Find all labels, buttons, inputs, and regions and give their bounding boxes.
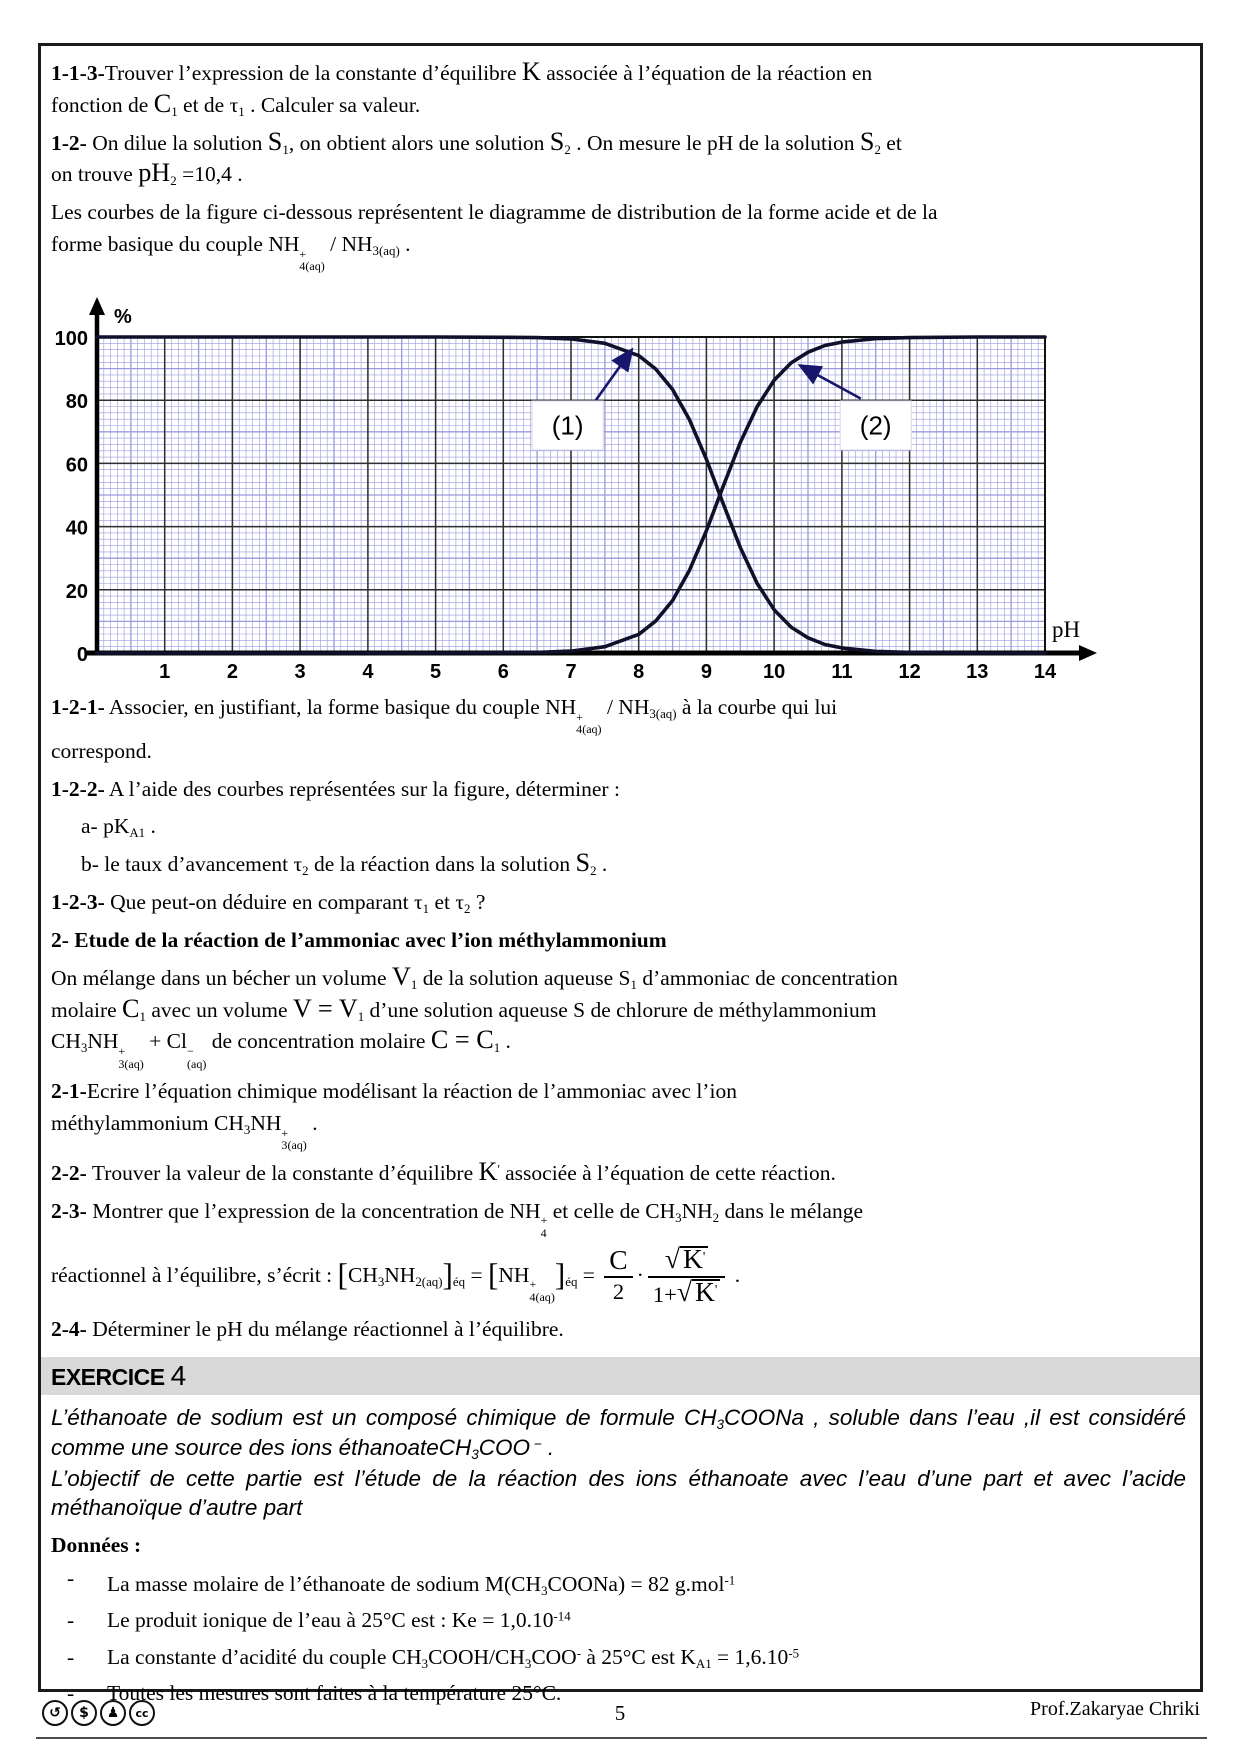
distribution-chart-figure (51, 279, 1186, 686)
dash-marker: - (67, 1644, 75, 1669)
footer-rule (36, 1737, 1207, 1739)
donnee-text: La constante d’acidité du couple $CH_3COOH/CH_3COO^-$ à 25°C est $K_{A1} = 1,6.10^{-5}$ (107, 1644, 800, 1671)
annotation-label-2: (2) (859, 410, 892, 441)
paragraph-melange: On mélange dans un bécher un volume $V_1$ de la solution aqueuse $S_1$ d’ammoniac de concentration molaire $C_1$ avec un volume $V = V_1$ d’une solution aqueuse S de chlorure de méthylammonium $CH_3NH$ + 3(aq) + Cl − (aq) de concentration molaire $C = C_1$ . (51, 961, 898, 1071)
dash-marker: - (67, 1680, 75, 1705)
question-2-4: 2-4- Déterminer le pH du mélange réactionnel à l’équilibre. (51, 1316, 564, 1341)
donnee-text: Le produit ionique de l’eau à 25°C est : $Ke = 1,0.10^{-14}$ (107, 1608, 571, 1633)
dash-marker: - (67, 1566, 75, 1591)
y-tick-label: 20 (65, 580, 88, 603)
x-tick-label: 12 (898, 660, 921, 683)
exercice-number: 4 (170, 1360, 187, 1392)
x-tick-label: 2 (226, 660, 238, 683)
y-tick-label: 40 (65, 517, 88, 540)
x-axis-label: pH (1052, 616, 1081, 642)
x-tick-label: 6 (497, 660, 509, 683)
exercice-4-header (41, 1357, 1200, 1395)
paragraph-1-1-3: 1-1-3-Trouver l’expression de la constante d’équilibre K associée à l’équation de la réaction en fonction de $C_1$ et de $\tau_1$ . Calculer sa valeur. (51, 57, 873, 119)
y-tick-label: 60 (65, 454, 88, 477)
page-number: 5 (614, 1701, 626, 1725)
x-tick-label: 14 (1033, 660, 1057, 683)
y-axis-arrow-icon (89, 297, 105, 315)
exercice-4-intro (51, 1403, 1186, 1522)
formula-2-3: réactionnel à l’équilibre, s’écrit : $[CH_3NH_{2(aq)}]_{éq} = [NH$ + 4(aq) ]$_{éq}$ = $\frac{C}{2}$ · √ K' 1+ √ K' . (51, 1242, 741, 1307)
cc-sa-icon: ↺ (42, 1700, 68, 1726)
annotation-label-1: (1) (551, 410, 584, 441)
donnee-text: La masse molaire de l’éthanoate de sodium $M(CH_3COONa) = 82$ g.mol$^{-1}$ (107, 1572, 736, 1599)
page-border (38, 43, 1203, 1705)
cc-icon: cc (129, 1700, 155, 1726)
question-1-2-1: 1-2-1- Associer, en justifiant, la forme basique du couple NH + 4(aq) / $NH_{3(aq)}$ à la courbe qui lui correspond. (51, 694, 838, 763)
exercice-label: EXERCICE (51, 1364, 165, 1391)
x-tick-label: 9 (700, 660, 712, 683)
x-tick-label: 11 (831, 660, 853, 683)
dash-marker: - (67, 1608, 75, 1633)
x-tick-label: 3 (294, 660, 306, 683)
x-tick-label: 7 (565, 660, 577, 683)
x-tick-label: 10 (762, 660, 786, 683)
question-2-2: 2-2- Trouver la valeur de la constante d’équilibre K' associée à l’équation de cette réaction. (51, 1156, 836, 1186)
donnee-item-1 (67, 1568, 1186, 1600)
cc-by-icon: ♟ (100, 1700, 126, 1726)
question-1-2-2-a: a- $pK_{A1}$ . (81, 814, 156, 841)
x-tick-label: 8 (633, 660, 645, 683)
x-axis-arrow-icon (1079, 645, 1097, 661)
x-tick-label: 1 (159, 660, 171, 683)
distribution-chart (51, 279, 1151, 681)
donnee-text: Toutes les mesures sont faites à la température 25°C. (107, 1680, 562, 1705)
intro-paragraph-2: L’objectif de cette partie est l’étude de la réaction des ions éthanoate avec l’eau d’une part et avec l’acide méthanoïque d’autre part (51, 1465, 1186, 1521)
question-1-2-3: 1-2-3- Que peut-on déduire en comparant $\tau_1$ et $\tau_2$ ? (51, 890, 486, 916)
y-tick-label: 0 (76, 643, 88, 666)
intro-paragraph-1: L’éthanoate de sodium est un composé chimique de formule $CH_3COONa$ , soluble dans l’eau ,il est considéré comme une source des ions éthanoateCH$_3$COO − . (51, 1405, 1186, 1462)
paragraph-1-2: 1-2- On dilue la solution $S_1$, on obtient alors une solution $S_2$ . On mesure le pH de la solution $S_2$ et on trouve $pH_2 =10,4$ . (51, 126, 902, 189)
question-1-2-2-b: b- le taux d’avancement $\tau_2$ de la réaction dans la solution $S_2$ . (81, 848, 608, 879)
x-tick-label: 5 (430, 660, 442, 683)
cc-nc-icon: $ (71, 1700, 97, 1726)
section-2-heading: 2- Etude de la réaction de l’ammoniac avec l’ion méthylammonium (51, 927, 667, 952)
donnees-heading: Données : (51, 1533, 142, 1558)
y-tick-label: 100 (54, 327, 88, 350)
donnee-item-2 (67, 1604, 1186, 1636)
x-tick-label: 13 (966, 660, 989, 683)
y-tick-label: 80 (65, 391, 88, 414)
question-1-2-2: 1-2-2- A l’aide des courbes représentées sur la figure, déterminer : (51, 776, 620, 801)
y-axis-label: % (114, 305, 132, 328)
paragraph-courbes-intro: Les courbes de la figure ci-dessous représentent le diagramme de distribution de la forme acide et de la forme basique du couple NH + 4(aq) / $NH_{3(aq)}$ . (51, 200, 938, 274)
question-2-3: 2-3- Montrer que l’expression de la concentration de NH + 4 et celle de $CH_3NH_2$ dans le mélange (51, 1198, 863, 1240)
donnee-item-3 (67, 1641, 1186, 1673)
question-2-1: 2-1-Ecrire l’équation chimique modélisant la réaction de l’ammoniac avec l’ion méthylammonium $CH_3NH$ + 3(aq) . (51, 1079, 737, 1153)
x-tick-label: 4 (362, 660, 374, 683)
author-name: Prof.Zakaryae Chriki (1030, 1698, 1200, 1720)
